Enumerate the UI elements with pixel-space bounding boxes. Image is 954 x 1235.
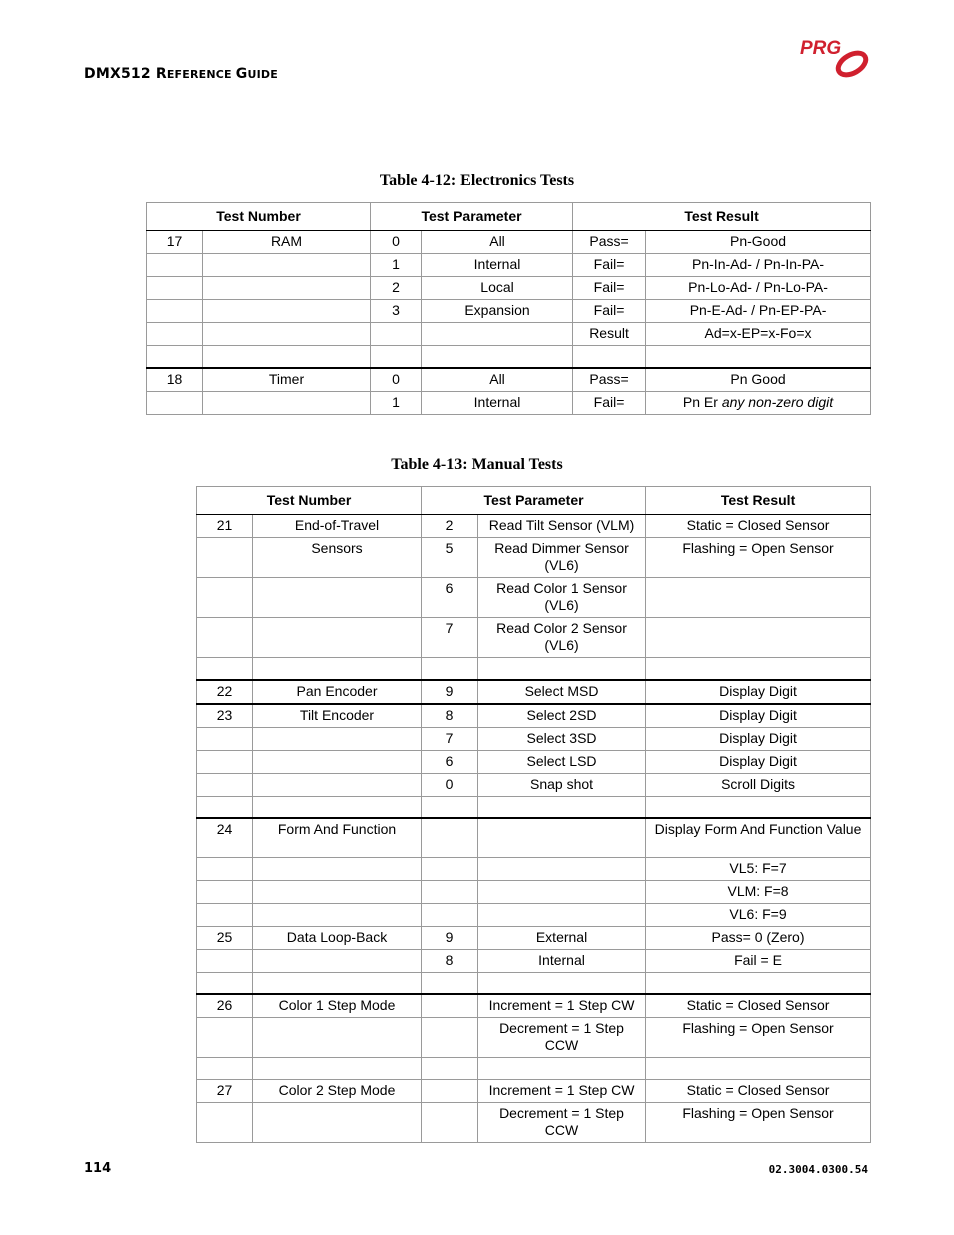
header-g: G	[235, 66, 248, 82]
table-cell: Ad=x-EP=x-Fo=x	[646, 323, 871, 346]
table-cell	[646, 578, 871, 618]
table-cell	[197, 658, 253, 680]
table-cell	[253, 1103, 422, 1143]
table-cell: VL6: F=9	[646, 903, 871, 926]
table-cell: 7	[422, 618, 478, 658]
table-cell	[253, 578, 422, 618]
table-cell	[422, 994, 478, 1018]
prg-logo	[798, 36, 872, 82]
table-cell	[197, 1103, 253, 1143]
table-cell: 6	[422, 750, 478, 773]
table2-caption: Table 4-13: Manual Tests	[391, 456, 563, 473]
table-cell: Display Digit	[646, 704, 871, 728]
table-cell: 24	[197, 818, 253, 857]
table-row	[197, 773, 871, 796]
table-cell: Read Tilt Sensor (VLM)	[478, 515, 646, 538]
table-cell	[253, 903, 422, 926]
table-row	[147, 323, 871, 346]
table-cell	[422, 818, 478, 857]
table-cell: 3	[371, 300, 422, 323]
table-cell	[422, 857, 478, 880]
table-cell	[197, 1018, 253, 1058]
table-cell	[147, 277, 203, 300]
table-cell: Select LSD	[478, 750, 646, 773]
table-cell: Tilt Encoder	[253, 704, 422, 728]
table-cell: Snap shot	[478, 773, 646, 796]
header-sc2: UIDE	[247, 68, 278, 81]
table-cell: Static = Closed Sensor	[646, 994, 871, 1018]
table-cell: Select 2SD	[478, 704, 646, 728]
table-cell	[646, 618, 871, 658]
table-cell	[478, 658, 646, 680]
table-cell: Fail=	[573, 391, 646, 414]
table-cell: Decrement = 1 Step CCW	[478, 1018, 646, 1058]
logo-text: PRG	[800, 38, 842, 59]
table-cell	[197, 880, 253, 903]
table-row	[197, 1058, 871, 1080]
table-cell: 18	[147, 368, 203, 392]
table-cell: 22	[197, 680, 253, 704]
table-cell: Flashing = Open Sensor	[646, 1103, 871, 1143]
table-cell: Pass=	[573, 368, 646, 392]
header-sc1: EFERENCE	[166, 68, 236, 81]
italic-note: any non-zero digit	[721, 393, 834, 410]
table-cell: Read Color 2 Sensor (VL6)	[478, 618, 646, 658]
table-cell: Form And Function	[253, 818, 422, 857]
header-main: DMX512	[84, 66, 156, 82]
table-cell	[478, 818, 646, 857]
table-cell	[253, 773, 422, 796]
table-cell: 0	[371, 368, 422, 392]
table-cell: Result	[573, 323, 646, 346]
table-cell	[253, 750, 422, 773]
table-cell: Display Form And Function Value	[646, 818, 871, 857]
table-cell: 8	[422, 949, 478, 972]
table-cell	[197, 972, 253, 994]
table-cell	[422, 323, 573, 346]
col-test-result: Test Result	[573, 203, 871, 231]
col-test-result: Test Result	[646, 487, 871, 515]
electronics-tests-table	[146, 202, 871, 415]
table-cell: Fail=	[573, 300, 646, 323]
table-cell: Read Color 1 Sensor (VL6)	[478, 578, 646, 618]
table-cell: Select MSD	[478, 680, 646, 704]
table-cell	[197, 578, 253, 618]
table-row	[147, 231, 871, 254]
table-cell	[646, 972, 871, 994]
table-cell	[478, 903, 646, 926]
table-row	[147, 346, 871, 368]
table-row	[197, 926, 871, 949]
table-cell	[422, 1103, 478, 1143]
table-cell: VLM: F=8	[646, 880, 871, 903]
table-row	[147, 368, 871, 392]
col-test-parameter: Test Parameter	[371, 203, 573, 231]
table-cell: Pn Er any non-zero digit	[646, 391, 871, 414]
table-cell: Color 2 Step Mode	[253, 1080, 422, 1103]
table-cell: Increment = 1 Step CW	[478, 1080, 646, 1103]
table-row	[197, 818, 871, 857]
table-cell: Pass= 0 (Zero)	[646, 926, 871, 949]
table-cell	[147, 323, 203, 346]
table-cell: 26	[197, 994, 253, 1018]
table-row	[197, 658, 871, 680]
table-cell: Pn-Good	[646, 231, 871, 254]
table-cell	[147, 254, 203, 277]
table-row	[147, 391, 871, 414]
table-row	[197, 880, 871, 903]
col-test-number: Test Number	[147, 203, 371, 231]
table-cell	[253, 949, 422, 972]
table-cell	[422, 658, 478, 680]
table-cell	[197, 903, 253, 926]
doc-number: 02.3004.0300.54	[768, 1163, 868, 1176]
table-cell	[197, 773, 253, 796]
table-cell	[422, 346, 573, 368]
table-cell	[147, 300, 203, 323]
table-cell: Static = Closed Sensor	[646, 1080, 871, 1103]
table-cell: 17	[147, 231, 203, 254]
table-cell: Data Loop-Back	[253, 926, 422, 949]
table-cell: Sensors	[253, 538, 422, 578]
table-cell: Pn Good	[646, 368, 871, 392]
table-cell: 5	[422, 538, 478, 578]
table-cell	[253, 857, 422, 880]
page-number: 114	[84, 1161, 112, 1176]
table-cell: Read Dimmer Sensor (VL6)	[478, 538, 646, 578]
table-cell: Pan Encoder	[253, 680, 422, 704]
table-cell: Fail=	[573, 277, 646, 300]
table-row	[197, 750, 871, 773]
table-cell	[422, 903, 478, 926]
table-cell	[646, 796, 871, 818]
table-cell: All	[422, 231, 573, 254]
table-cell: RAM	[203, 231, 371, 254]
table-row	[147, 300, 871, 323]
col-test-number: Test Number	[197, 487, 422, 515]
table-cell	[197, 857, 253, 880]
table-cell: Display Digit	[646, 680, 871, 704]
table-cell: 9	[422, 926, 478, 949]
header-r: R	[155, 66, 167, 82]
table-cell: Scroll Digits	[646, 773, 871, 796]
table-row	[197, 680, 871, 704]
table-cell	[197, 949, 253, 972]
table-row	[197, 1103, 871, 1143]
table-cell	[422, 1080, 478, 1103]
table-cell: 25	[197, 926, 253, 949]
table-cell: 27	[197, 1080, 253, 1103]
table-row	[197, 857, 871, 880]
table-cell	[646, 346, 871, 368]
table-cell	[203, 254, 371, 277]
table-cell: 0	[422, 773, 478, 796]
table-cell	[646, 658, 871, 680]
table-row	[197, 972, 871, 994]
table-cell: 2	[422, 515, 478, 538]
table-cell: 1	[371, 254, 422, 277]
table-row	[197, 538, 871, 578]
table-cell	[253, 796, 422, 818]
table-cell: 21	[197, 515, 253, 538]
table-cell: Increment = 1 Step CW	[478, 994, 646, 1018]
table-cell: Pn-Lo-Ad- / Pn-Lo-PA-	[646, 277, 871, 300]
table-cell: Fail=	[573, 254, 646, 277]
table-cell	[422, 1058, 478, 1080]
table-cell: Static = Closed Sensor	[646, 515, 871, 538]
table-cell	[253, 1058, 422, 1080]
table-cell	[203, 300, 371, 323]
table-row	[147, 254, 871, 277]
table-row	[197, 903, 871, 926]
table-cell: 6	[422, 578, 478, 618]
table-cell: Decrement = 1 Step CCW	[478, 1103, 646, 1143]
table-cell	[253, 880, 422, 903]
table-cell	[253, 972, 422, 994]
table-cell	[197, 618, 253, 658]
table-cell	[203, 346, 371, 368]
table-cell	[422, 1018, 478, 1058]
table-cell	[422, 880, 478, 903]
table-cell: Fail = E	[646, 949, 871, 972]
table-cell	[147, 391, 203, 414]
table-row	[197, 796, 871, 818]
table-cell	[197, 538, 253, 578]
table-cell: 7	[422, 727, 478, 750]
table-cell	[197, 1058, 253, 1080]
table1-caption: Table 4-12: Electronics Tests	[379, 172, 575, 189]
table-cell	[253, 1018, 422, 1058]
table-cell	[203, 277, 371, 300]
table-row	[197, 578, 871, 618]
table-row	[197, 1018, 871, 1058]
table-row	[197, 727, 871, 750]
table-cell	[203, 391, 371, 414]
table-cell: Timer	[203, 368, 371, 392]
table-cell	[147, 346, 203, 368]
table-row	[197, 704, 871, 728]
table-cell	[422, 796, 478, 818]
table-cell	[253, 618, 422, 658]
table-cell: Display Digit	[646, 727, 871, 750]
table-cell	[371, 323, 422, 346]
table-cell: Pass=	[573, 231, 646, 254]
table-cell: VL5: F=7	[646, 857, 871, 880]
table-cell: Internal	[422, 391, 573, 414]
table-cell: Pn-In-Ad- / Pn-In-PA-	[646, 254, 871, 277]
table-cell: All	[422, 368, 573, 392]
table-cell	[197, 750, 253, 773]
table-cell	[422, 972, 478, 994]
running-header	[84, 66, 278, 82]
table-cell: External	[478, 926, 646, 949]
table-cell	[197, 727, 253, 750]
table-cell: 23	[197, 704, 253, 728]
table-cell: End-of-Travel	[253, 515, 422, 538]
table-row	[197, 1080, 871, 1103]
table-cell	[478, 880, 646, 903]
table-row	[197, 949, 871, 972]
manual-tests-table	[196, 486, 871, 1143]
table-cell	[197, 796, 253, 818]
table-cell: Local	[422, 277, 573, 300]
table-cell	[573, 346, 646, 368]
table-cell	[371, 346, 422, 368]
table-cell	[646, 1058, 871, 1080]
table-row	[197, 994, 871, 1018]
table-cell	[203, 323, 371, 346]
table-cell	[478, 972, 646, 994]
table-cell: Flashing = Open Sensor	[646, 538, 871, 578]
table-row	[197, 515, 871, 538]
table-cell	[253, 658, 422, 680]
table-cell: Color 1 Step Mode	[253, 994, 422, 1018]
table-cell: 0	[371, 231, 422, 254]
table-row	[197, 618, 871, 658]
table-cell: Expansion	[422, 300, 573, 323]
table-cell	[478, 857, 646, 880]
table-cell: Display Digit	[646, 750, 871, 773]
table-row	[147, 277, 871, 300]
table-cell	[478, 796, 646, 818]
table-cell: 2	[371, 277, 422, 300]
table-cell	[253, 727, 422, 750]
col-test-parameter: Test Parameter	[422, 487, 646, 515]
table-cell: Pn-E-Ad- / Pn-EP-PA-	[646, 300, 871, 323]
table-cell: 1	[371, 391, 422, 414]
table-cell	[478, 1058, 646, 1080]
table-cell: Flashing = Open Sensor	[646, 1018, 871, 1058]
table-cell: 8	[422, 704, 478, 728]
table-cell: Internal	[422, 254, 573, 277]
table-cell: 9	[422, 680, 478, 704]
table-cell: Select 3SD	[478, 727, 646, 750]
table-cell: Internal	[478, 949, 646, 972]
